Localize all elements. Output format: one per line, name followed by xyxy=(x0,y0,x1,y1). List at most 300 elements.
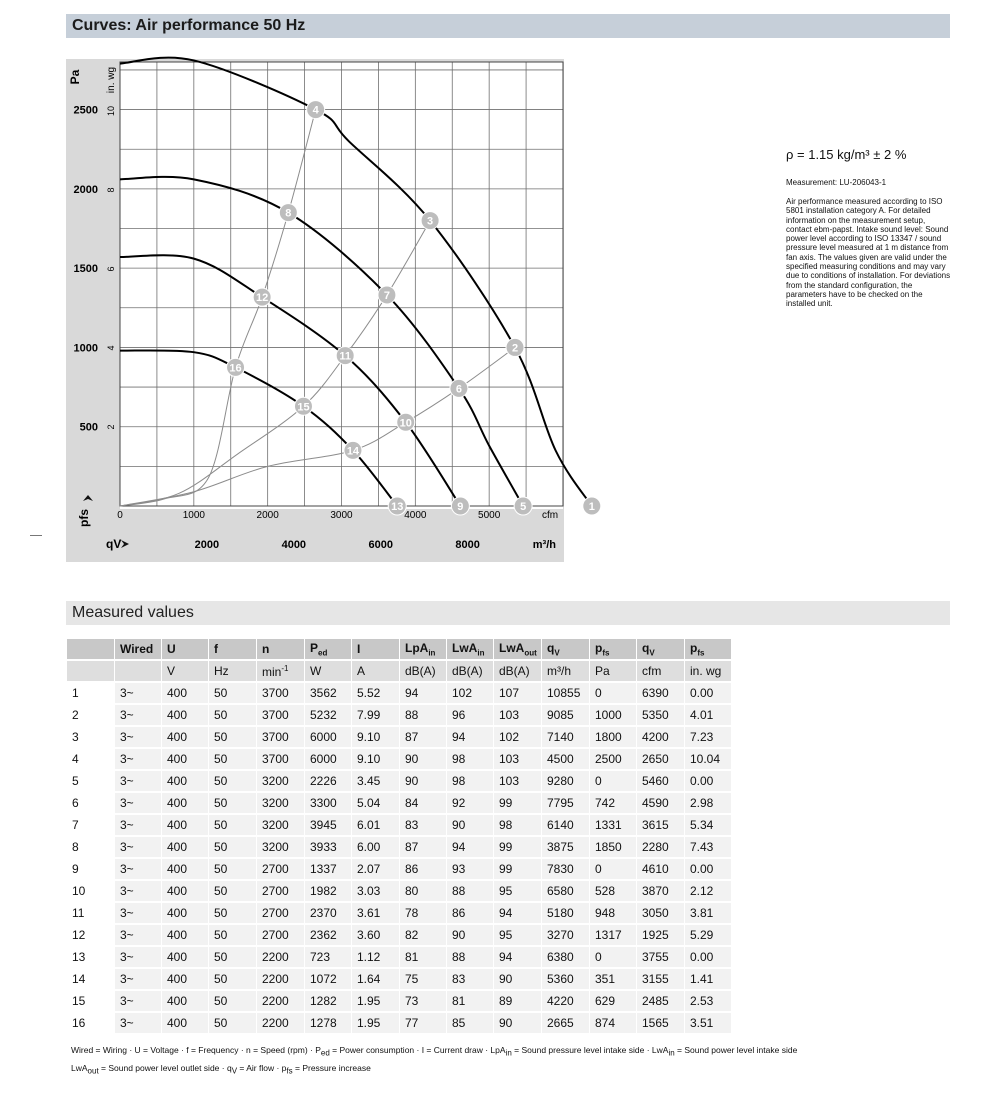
table-cell: 400 xyxy=(162,903,208,923)
table-cell: 3050 xyxy=(637,903,684,923)
marker-label: 9 xyxy=(457,501,464,513)
table-cell: 6140 xyxy=(542,815,589,835)
table-cell: 99 xyxy=(494,859,541,879)
table-cell: 400 xyxy=(162,771,208,791)
table-cell: 92 xyxy=(447,793,493,813)
table-cell: 5232 xyxy=(305,705,351,725)
table-cell: 3755 xyxy=(637,947,684,967)
col-header-qv2-sub: V xyxy=(649,648,655,658)
col-header-p-sub: ed xyxy=(318,648,328,658)
info-panel xyxy=(786,147,952,309)
table-cell: 50 xyxy=(209,771,256,791)
col-header-pfs2-main: p xyxy=(690,640,698,655)
operating-point-marker xyxy=(344,441,362,459)
table-cell: 1850 xyxy=(590,837,636,857)
table-cell: 7.43 xyxy=(685,837,731,857)
air-performance-chart xyxy=(66,59,595,562)
unit-cell: in. wg xyxy=(685,661,731,681)
table-cell: 3~ xyxy=(115,683,161,703)
table-cell: 3700 xyxy=(257,705,304,725)
x-tick-label-cfm: 4000 xyxy=(404,510,427,521)
table-cell: 1072 xyxy=(305,969,351,989)
table-cell: 90 xyxy=(447,815,493,835)
table-cell: 89 xyxy=(494,991,541,1011)
table-cell: 3.45 xyxy=(352,771,399,791)
table-cell: 4.01 xyxy=(685,705,731,725)
legend-sub: V xyxy=(231,1066,238,1076)
legend-sub: out xyxy=(87,1066,99,1076)
table-cell: 1282 xyxy=(305,991,351,1011)
divider xyxy=(30,535,42,536)
table-cell: 3~ xyxy=(115,925,161,945)
table-cell: 86 xyxy=(400,859,446,879)
table-cell: 2200 xyxy=(257,1013,304,1033)
operating-point-marker xyxy=(397,413,415,431)
table-cell: 4200 xyxy=(637,727,684,747)
marker-label: 15 xyxy=(297,401,310,414)
table-cell: 103 xyxy=(494,771,541,791)
table-cell: 94 xyxy=(494,947,541,967)
table-cell: 723 xyxy=(305,947,351,967)
table-cell: 3.60 xyxy=(352,925,399,945)
x-tick-label-cfm: 5000 xyxy=(478,510,501,521)
table-cell: 2200 xyxy=(257,947,304,967)
table-cell: 50 xyxy=(209,683,256,703)
unit-cell: dB(A) xyxy=(400,661,446,681)
col-header-qv xyxy=(542,639,589,659)
table-cell: 2485 xyxy=(637,991,684,1011)
table-cell: 9085 xyxy=(542,705,589,725)
table-cell: 81 xyxy=(400,947,446,967)
operating-point-marker xyxy=(514,497,532,515)
table-cell: 3~ xyxy=(115,749,161,769)
table-cell: 5.04 xyxy=(352,793,399,813)
table-cell: 12 xyxy=(67,925,114,945)
legend-line-2 xyxy=(71,1061,961,1079)
table-cell: 107 xyxy=(494,683,541,703)
table-cell: 0.00 xyxy=(685,683,731,703)
table-cell: 5 xyxy=(67,771,114,791)
table-cell: 98 xyxy=(447,749,493,769)
table-cell: 96 xyxy=(447,705,493,725)
table-cell: 1278 xyxy=(305,1013,351,1033)
y-unit-pa: Pa xyxy=(68,69,82,85)
unit-cell: V xyxy=(162,661,208,681)
col-header-ped xyxy=(305,639,351,659)
marker-label: 13 xyxy=(391,501,404,513)
table-cell: 3700 xyxy=(257,683,304,703)
measured-values-table xyxy=(66,637,732,1035)
unit-cell: Hz xyxy=(209,661,256,681)
col-header-pfs-inwg xyxy=(685,639,731,659)
operating-point-marker xyxy=(421,212,439,230)
table-cell: 400 xyxy=(162,947,208,967)
table-cell: 400 xyxy=(162,881,208,901)
table-cell: 75 xyxy=(400,969,446,989)
table-cell: 400 xyxy=(162,859,208,879)
table-cell: 0 xyxy=(590,771,636,791)
page-title: Curves: Air performance 50 Hz xyxy=(72,17,306,34)
table-cell: 2700 xyxy=(257,859,304,879)
table-cell: 50 xyxy=(209,859,256,879)
legend-sub: in xyxy=(668,1048,675,1058)
table-cell: 4500 xyxy=(542,749,589,769)
col-header-qv-cfm xyxy=(637,639,684,659)
table-cell: 3~ xyxy=(115,727,161,747)
table-cell: 90 xyxy=(400,749,446,769)
table-cell: 5350 xyxy=(637,705,684,725)
table-cell: 2.53 xyxy=(685,991,731,1011)
unit-cell xyxy=(67,661,114,681)
table-cell: 95 xyxy=(494,925,541,945)
table-cell: 94 xyxy=(447,837,493,857)
y-arrow-icon xyxy=(83,495,93,501)
operating-point-marker xyxy=(294,397,312,415)
table-cell: 3700 xyxy=(257,749,304,769)
table-cell: 400 xyxy=(162,683,208,703)
table-cell: 4590 xyxy=(637,793,684,813)
table-cell: 874 xyxy=(590,1013,636,1033)
legend-text: = Pressure increase xyxy=(292,1062,371,1073)
table-cell: 3300 xyxy=(305,793,351,813)
table-cell: 1800 xyxy=(590,727,636,747)
table-cell: 6.00 xyxy=(352,837,399,857)
y-axis-label: pfs xyxy=(77,509,91,527)
unit-cell: dB(A) xyxy=(447,661,493,681)
table-cell: 93 xyxy=(447,859,493,879)
table-cell: 3.03 xyxy=(352,881,399,901)
y-tick-label-pa: 500 xyxy=(79,421,98,434)
table-cell: 90 xyxy=(494,969,541,989)
table-cell: 10855 xyxy=(542,683,589,703)
col-header-pfs2-sub: fs xyxy=(697,648,705,658)
col-header-f: f xyxy=(209,639,256,659)
table-cell: 3933 xyxy=(305,837,351,857)
table-row xyxy=(67,947,731,967)
table-cell: 1317 xyxy=(590,925,636,945)
unit-cell: m³/h xyxy=(542,661,589,681)
table-cell: 2370 xyxy=(305,903,351,923)
table-cell: 81 xyxy=(447,991,493,1011)
y-tick-label-pa: 2500 xyxy=(73,104,98,117)
x-tick-label-cfm: 2000 xyxy=(256,510,279,521)
table-row xyxy=(67,837,731,857)
x-tick-label-m3h: 8000 xyxy=(455,539,480,551)
chart-panel xyxy=(66,59,595,562)
table-cell: 0 xyxy=(590,683,636,703)
table-cell: 3200 xyxy=(257,793,304,813)
col-header-i: I xyxy=(352,639,399,659)
table-cell: 50 xyxy=(209,947,256,967)
table-cell: 50 xyxy=(209,837,256,857)
table-cell: 77 xyxy=(400,1013,446,1033)
table-cell: 400 xyxy=(162,727,208,747)
legend-text: = Sound power level intake side xyxy=(674,1045,798,1055)
legend-text: = Sound pressure level intake side · LwA xyxy=(511,1045,669,1055)
table-cell: 1565 xyxy=(637,1013,684,1033)
table-row xyxy=(67,815,731,835)
table-row xyxy=(67,969,731,989)
table-cell: 88 xyxy=(447,947,493,967)
table-header-row xyxy=(67,639,731,659)
table-cell: 2200 xyxy=(257,991,304,1011)
marker-label: 6 xyxy=(455,383,462,396)
table-cell: 50 xyxy=(209,881,256,901)
table-cell: 3~ xyxy=(115,771,161,791)
section-title: Measured values xyxy=(72,604,194,621)
table-cell: 3~ xyxy=(115,881,161,901)
table-cell: 9.10 xyxy=(352,749,399,769)
unit-cell: $\min^{-1}$ xyxy=(257,661,304,681)
table-cell: 15 xyxy=(67,991,114,1011)
unit-cell: cfm xyxy=(637,661,684,681)
table-cell: 3~ xyxy=(115,793,161,813)
table-cell: 2.07 xyxy=(352,859,399,879)
table-cell: 85 xyxy=(447,1013,493,1033)
table-cell: 1 xyxy=(67,683,114,703)
table-cell: 50 xyxy=(209,705,256,725)
table-cell: 3270 xyxy=(542,925,589,945)
table-cell: 0 xyxy=(590,947,636,967)
table-cell: 5.34 xyxy=(685,815,731,835)
unit-cell: A xyxy=(352,661,399,681)
table-cell: 1.12 xyxy=(352,947,399,967)
table-cell: 3~ xyxy=(115,1013,161,1033)
table-cell: 3875 xyxy=(542,837,589,857)
col-header-lwa-out xyxy=(494,639,541,659)
table-cell: 528 xyxy=(590,881,636,901)
table-row xyxy=(67,749,731,769)
x-tick-label-m3h: 4000 xyxy=(281,539,307,551)
table-cell: 3.61 xyxy=(352,903,399,923)
table-cell: 3~ xyxy=(115,969,161,989)
marker-label: 16 xyxy=(229,362,242,375)
col-header-pfs-main: p xyxy=(595,640,603,655)
table-cell: 5360 xyxy=(542,969,589,989)
table-cell: 8 xyxy=(67,837,114,857)
table-cell: 400 xyxy=(162,969,208,989)
table-cell: 1925 xyxy=(637,925,684,945)
table-cell: 7140 xyxy=(542,727,589,747)
table-cell: 6.01 xyxy=(352,815,399,835)
marker-label: 12 xyxy=(256,292,269,305)
table-cell: 3945 xyxy=(305,815,351,835)
table-body xyxy=(67,683,731,1033)
table-row xyxy=(67,793,731,813)
table-row xyxy=(67,705,731,725)
legend-text: Wired = Wiring · U = Voltage · f = Frequency · n = Speed (rpm) · P xyxy=(71,1045,321,1055)
y-unit-inwg: in. wg xyxy=(106,66,117,94)
table-cell: 102 xyxy=(494,727,541,747)
table-cell: 400 xyxy=(162,705,208,725)
table-cell: 7795 xyxy=(542,793,589,813)
col-header-lpa-main: LpA xyxy=(405,640,429,655)
table-cell: 3~ xyxy=(115,903,161,923)
table-cell: 83 xyxy=(447,969,493,989)
table-cell: 7.99 xyxy=(352,705,399,725)
marker-label: 11 xyxy=(339,350,352,363)
table-cell: 6000 xyxy=(305,749,351,769)
unit-cell xyxy=(115,661,161,681)
title-bar xyxy=(66,14,950,38)
table-cell: 400 xyxy=(162,793,208,813)
col-header-index xyxy=(67,639,114,659)
table-cell: 2700 xyxy=(257,903,304,923)
legend-text: LwA xyxy=(71,1062,88,1073)
table-cell: 3200 xyxy=(257,815,304,835)
table-cell: 3700 xyxy=(257,727,304,747)
table-cell: 3~ xyxy=(115,859,161,879)
table-cell: 98 xyxy=(447,771,493,791)
x-arrow-icon xyxy=(121,540,129,548)
table-cell: 3200 xyxy=(257,837,304,857)
table-cell: 2650 xyxy=(637,749,684,769)
unit-cell: Pa xyxy=(590,661,636,681)
table-cell: 16 xyxy=(67,1013,114,1033)
unit-cell: dB(A) xyxy=(494,661,541,681)
table-cell: 50 xyxy=(209,969,256,989)
table-cell: 98 xyxy=(494,815,541,835)
table-cell: 5180 xyxy=(542,903,589,923)
table-row xyxy=(67,1013,731,1033)
col-header-u: U xyxy=(162,639,208,659)
table-cell: 3615 xyxy=(637,815,684,835)
table-cell: 4610 xyxy=(637,859,684,879)
legend-sub: in xyxy=(505,1048,512,1058)
y-tick-label-inwg: 4 xyxy=(106,345,116,351)
table-cell: 9.10 xyxy=(352,727,399,747)
col-header-wired: Wired xyxy=(115,639,161,659)
table-cell: 948 xyxy=(590,903,636,923)
table-cell: 13 xyxy=(67,947,114,967)
table-cell: 2200 xyxy=(257,969,304,989)
table-cell: 11 xyxy=(67,903,114,923)
table-cell: 0.00 xyxy=(685,859,731,879)
table-cell: 95 xyxy=(494,881,541,901)
table-cell: 90 xyxy=(494,1013,541,1033)
table-cell: 94 xyxy=(447,727,493,747)
table-cell: 0.00 xyxy=(685,771,731,791)
table-cell: 10 xyxy=(67,881,114,901)
y-tick-label-inwg: 10 xyxy=(106,106,116,117)
col-header-qv-main: q xyxy=(547,640,555,655)
table-cell: 7.23 xyxy=(685,727,731,747)
col-header-qv-sub: V xyxy=(554,648,560,658)
section-bar xyxy=(66,601,950,625)
operating-point-marker xyxy=(450,379,468,397)
table-cell: 1.95 xyxy=(352,991,399,1011)
table-cell: 88 xyxy=(400,705,446,725)
marker-label: 14 xyxy=(346,445,360,458)
table-cell: 400 xyxy=(162,1013,208,1033)
col-header-lwa-in xyxy=(447,639,493,659)
marker-label: 8 xyxy=(285,207,292,220)
table-cell: 5460 xyxy=(637,771,684,791)
col-header-lwa-sub: in xyxy=(477,648,485,658)
unit-cell: W xyxy=(305,661,351,681)
table-cell: 80 xyxy=(400,881,446,901)
table-cell: 6390 xyxy=(637,683,684,703)
abbreviation-legend xyxy=(71,1043,961,1078)
table-row xyxy=(67,991,731,1011)
x-unit-m3h: m³/h xyxy=(532,539,556,551)
table-cell: 1000 xyxy=(590,705,636,725)
table-cell: 50 xyxy=(209,925,256,945)
table-cell: 103 xyxy=(494,749,541,769)
table-cell: 50 xyxy=(209,991,256,1011)
table-cell: 99 xyxy=(494,793,541,813)
col-header-lwa-main: LwA xyxy=(452,640,478,655)
table-cell: 1.95 xyxy=(352,1013,399,1033)
table-cell: 82 xyxy=(400,925,446,945)
table-cell: 50 xyxy=(209,793,256,813)
table-cell: 400 xyxy=(162,991,208,1011)
table-cell: 10.04 xyxy=(685,749,731,769)
table-cell: 6380 xyxy=(542,947,589,967)
table-cell: 50 xyxy=(209,903,256,923)
table-cell: 0.00 xyxy=(685,947,731,967)
col-header-pfs xyxy=(590,639,636,659)
table-row xyxy=(67,771,731,791)
operating-point-marker xyxy=(279,204,297,222)
table-cell: 83 xyxy=(400,815,446,835)
table-cell: 6 xyxy=(67,793,114,813)
table-cell: 88 xyxy=(447,881,493,901)
y-tick-label-pa: 1000 xyxy=(73,342,98,355)
col-header-n: n xyxy=(257,639,304,659)
marker-label: 10 xyxy=(399,417,412,430)
table-cell: 1982 xyxy=(305,881,351,901)
table-cell: 1.64 xyxy=(352,969,399,989)
table-cell: 7 xyxy=(67,815,114,835)
table-cell: 2700 xyxy=(257,925,304,945)
table-cell: 3870 xyxy=(637,881,684,901)
table-cell: 2362 xyxy=(305,925,351,945)
y-tick-label-pa: 1500 xyxy=(73,263,98,276)
table-cell: 6000 xyxy=(305,727,351,747)
table-cell: 2700 xyxy=(257,881,304,901)
table-cell: 2226 xyxy=(305,771,351,791)
col-header-lwao-main: LwA xyxy=(499,640,525,655)
x-unit-cfm: cfm xyxy=(542,510,559,521)
table-cell: 742 xyxy=(590,793,636,813)
marker-label: 3 xyxy=(427,215,434,228)
table-cell: 90 xyxy=(447,925,493,945)
marker-label: 4 xyxy=(312,104,319,117)
y-tick-label-inwg: 8 xyxy=(106,187,116,193)
x-tick-label-m3h: 6000 xyxy=(368,539,393,551)
table-cell: 3~ xyxy=(115,815,161,835)
table-cell: 0 xyxy=(590,859,636,879)
table-cell: 3 xyxy=(67,727,114,747)
table-cell: 78 xyxy=(400,903,446,923)
col-header-lpa xyxy=(400,639,446,659)
table-row xyxy=(67,683,731,703)
table-cell: 4 xyxy=(67,749,114,769)
col-header-lpa-sub: in xyxy=(428,648,436,658)
table-cell: 3~ xyxy=(115,837,161,857)
table-cell: 1331 xyxy=(590,815,636,835)
operating-point-marker xyxy=(378,286,396,304)
table-cell: 2.98 xyxy=(685,793,731,813)
operating-point-marker xyxy=(336,347,354,365)
operating-point-marker xyxy=(451,497,469,515)
table-cell: 73 xyxy=(400,991,446,1011)
table-cell: 2.12 xyxy=(685,881,731,901)
table-cell: 3155 xyxy=(637,969,684,989)
table-cell: 84 xyxy=(400,793,446,813)
legend-text: = Sound power level outlet side · q xyxy=(98,1062,232,1073)
